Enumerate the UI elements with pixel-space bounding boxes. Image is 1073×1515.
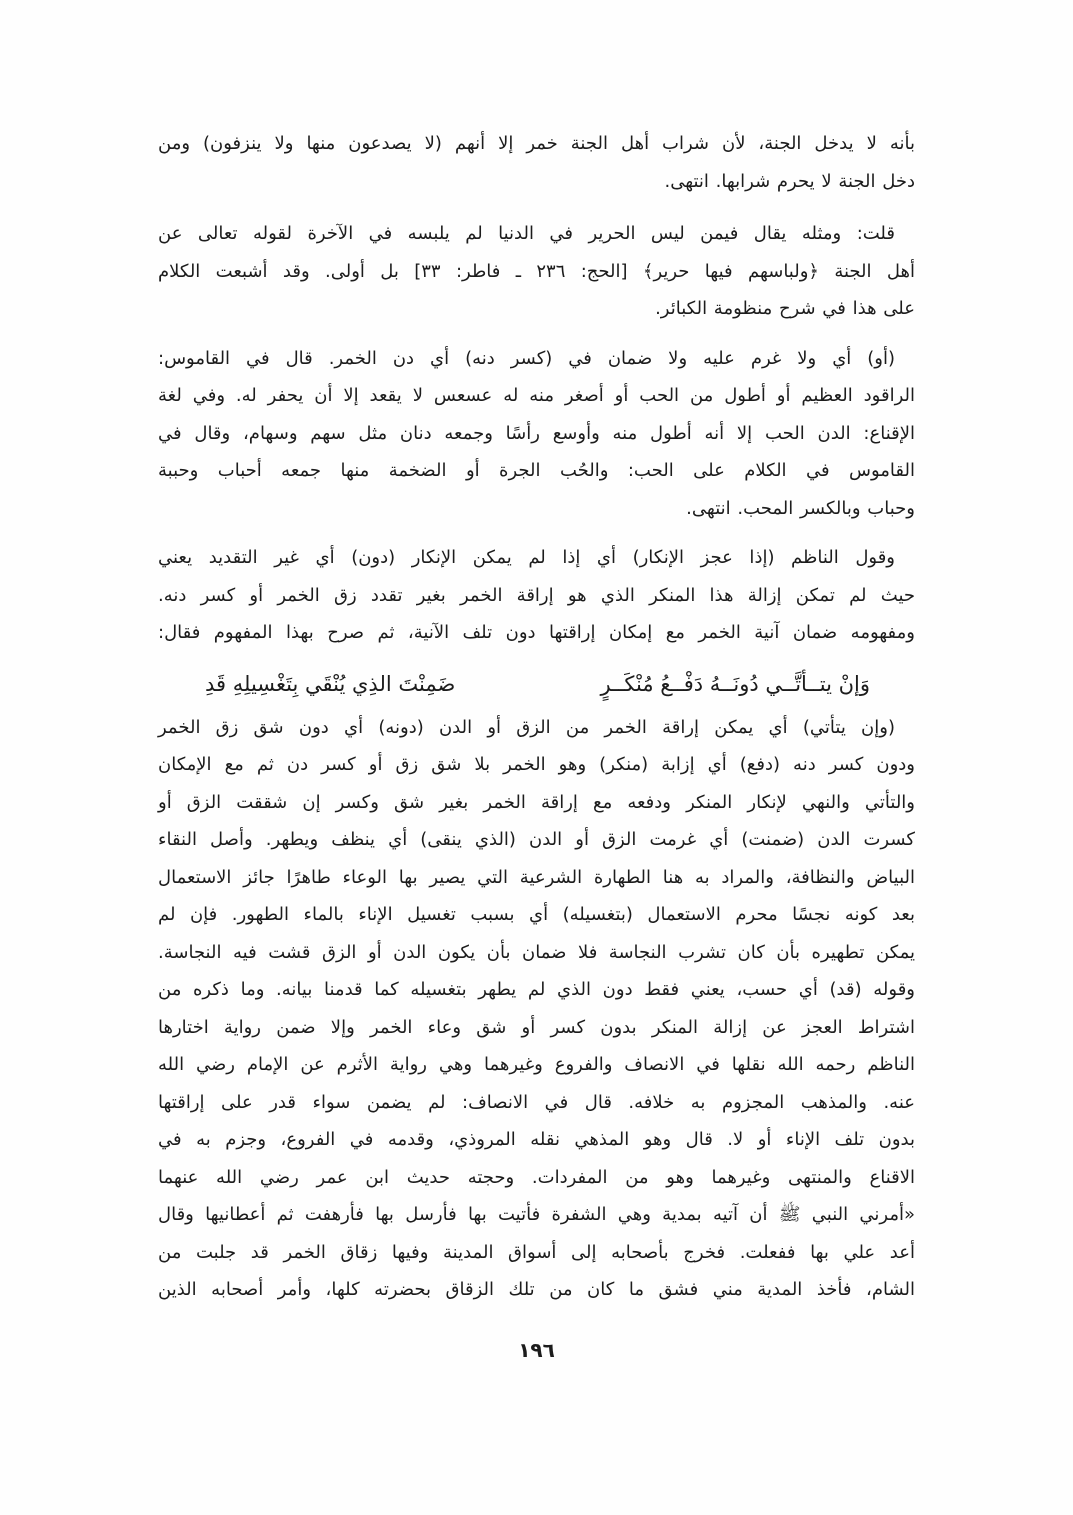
text-line: (أو) أي ولا غرم عليه ولا ضمان في (كسر دنه) أي دن الخمر. قال في القاموس: [158,347,895,369]
text-line: البياض والنظافة، والمراد به هنا الطهارة الشرعية التي يصير بها الوعاء طاهرًا جائز الاستعمال [158,866,915,888]
verse-first-hemistich: وَإنْ يتــأتَّــي دُونَــهُ دَفْــعُ مُنْكَــرٍ [600,671,870,696]
text-line: اشتراط العجز عن إزالة المنكر بدون كسر أو شق وعاء الخمر وإلا ضمن رواية اختارها [158,1016,915,1038]
text-line: «أمرني النبي ﷺ أن آتيه بمدية وهي الشفرة فأتيت بها فأرسل بها فأرهفت ثم أعطانيها وقال [158,1204,915,1225]
text-line: الاقناع والمنتهى وغيرهما وهو من المفردات. وحجته حديث ابن عمر رضي الله عنهما [158,1166,915,1188]
text-line: بعد كونه نجسًا محرم الاستعمال (بتغسيله) أي بسبب تغسيل الإناء بالماء الطهور. فإن لم [158,904,915,925]
text-line: بدون تلف الإناء أو لا. قال وهو المذهي نقله المروذي، وقدمه في الفروع، وجزم به في [158,1129,915,1150]
text-line: وحباب وبالكسر المحب. انتهى. [686,497,915,519]
text-line: أهل الجنة ﴿ولباسهم فيها حرير﴾ [الحج: ٢٣٦ ـ فاطر: ٣٣] بل أولى. وقد أشبعت الكلام [158,260,915,282]
verse-second-hemistich: ضَمِنْتَ الذِي يُنْقَي بِتَغْسِيلِهِ قَدِ [205,671,456,696]
page-number: ١٩٦ [518,1338,555,1362]
text-line: الشام، فأخذ المدية مني فشق ما كان من تلك الزقاق بحضرته كلها، وأمر أصحابه الذين [158,1279,915,1300]
text-line: دخل الجنة لا يحرم شرابها. انتهى. [664,170,915,192]
text-line: والتأتي والنهي لإنكار المنكر ودفعه مع إراقة الخمر بغير شق وكسر إن شققت الزق أو [158,791,915,813]
text-line: عنه. والمذهب المجزوم به خلافه. قال في الانصاف: لم يضمن سواء قدر على إراقتها [158,1091,915,1113]
paragraph [158,539,915,652]
text-line: القاموس في الكلام على الحب: والحُب الجرة أو الضخمة منها جمعه أحباب وحببة [158,460,915,481]
text-line: أعد علي بها ففعلت. فخرج بأصحابه إلى أسواق المدينة وفيها زقاق الخمر قد جلبت من [158,1241,915,1263]
paragraph [158,125,915,200]
text-line: كسرت الدن (ضمنت) أي غرمت الزق أو الدن (الذي ينقى) أي ينظف ويطهر. وأصل النقاء [158,829,915,850]
text-line: قلت: ومثله يقال فيمن ليس الحرير في الدنيا لم يلبسه في الآخرة لقوله تعالى عن [158,223,895,244]
text-line: على هذا في شرح منظومة الكبائر. [655,298,915,319]
paragraph [158,215,915,328]
text-line: ومفهومه ضمان آنية الخمر مع إمكان إراقتها دون تلف الآنية، ثم صرح بهذا المفهوم فقال: [158,622,915,643]
text-line: ودون كسر دنه (دفع) أي إزابة (منكر) وهو الخمر بلا شق زق أو كسر دن ثم مع الإمكان [158,754,915,775]
text-body [158,125,915,1309]
text-line: الإقناع: الدن الحب إلا أنه أطول منه وأوسع رأسًا وجمعه دنان مثل سهم وسهام، وقال في [158,422,915,444]
paragraph [158,709,915,1309]
text-line: وقوله (قد) أي حسب، يعني فقط دون الذي لم يطهر بتغسيله كما قدمنا بيانه. وما ذكره من [158,979,915,1000]
text-line: يمكن تطهيره بأن كان تشرب النجاسة فلا ضمان بأن يكون الدن أو الزق قشت فيه النجاسة. [158,941,915,963]
text-line: (وإن يتأتي) أي يمكن إراقة الخمر من الزق أو الدن (دونه) أي دون شق زق الخمر [158,716,895,738]
text-line: حيث لم تمكن إزالة هذا المنكر الذي هو إراقة الخمر بغير تقدد زق الخمر أو كسر دنه. [158,584,915,606]
paragraph [158,340,915,528]
text-line: الراقود العظيم أو أطول من الحب أو أصغر منه له عسعس لا يقعد إلا أن يحفر له. وفي لغة [158,385,915,406]
verse [158,664,915,704]
text-line: بأنه لا يدخل الجنة، لأن شراب أهل الجنة خمر إلا أنهم (لا يصدعون منها ولا ينزفون) ومن [158,133,915,154]
text-line: الناظم رحمه الله نقلها في الانصاف والفروع وغيرهما وهي رواية الأثرم عن الإمام رضي الله [158,1054,915,1075]
text-line: وقول الناظم (إذا عجز الإنكار) أي إذا لم يمكن الإنكار (دون) أي غير التقديد يعني [158,547,895,568]
